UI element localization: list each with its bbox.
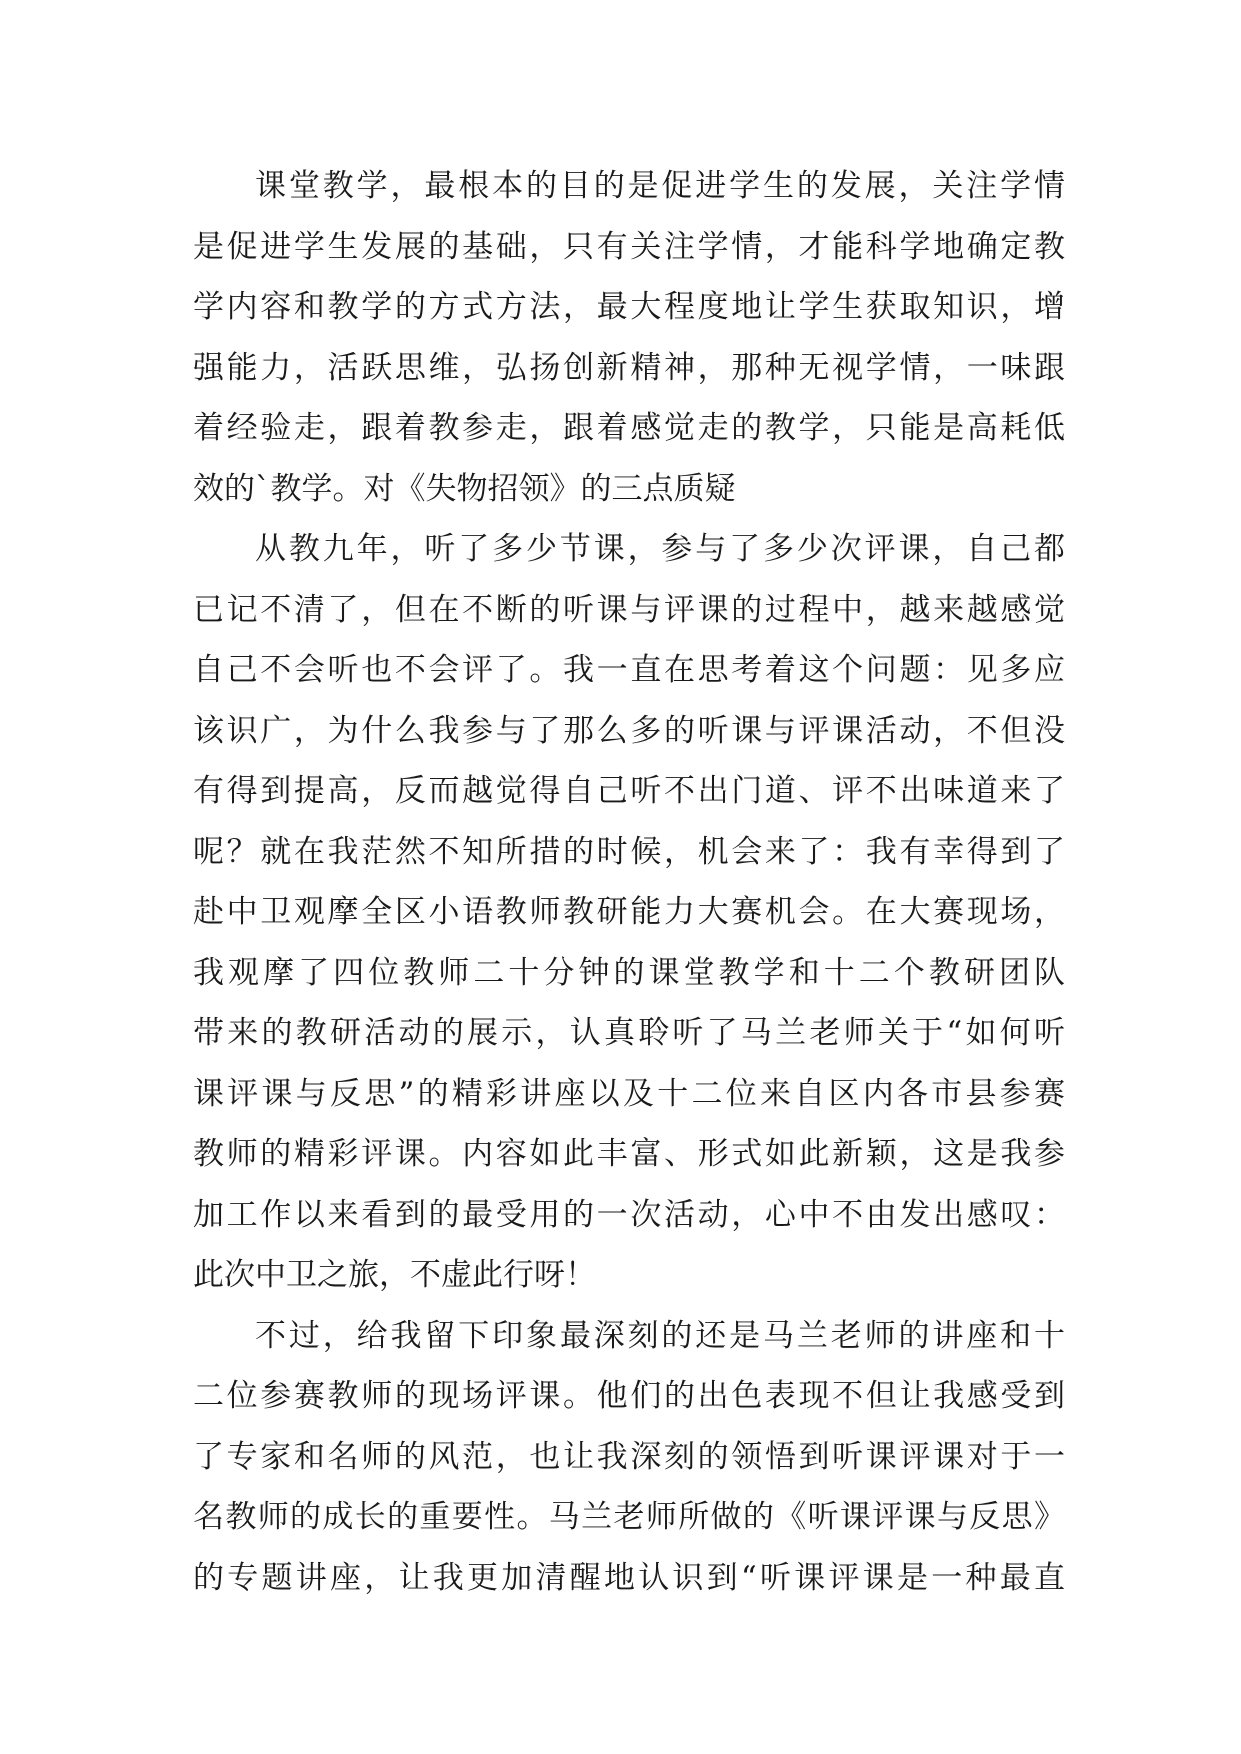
text-line: 着经验走，跟着教参走，跟着感觉走的教学，只能是高耗低 [193, 410, 1065, 446]
text-line: 从教九年，听了多少节课，参与了多少次评课，自己都 [255, 531, 1065, 567]
text-line: 我观摩了四位教师二十分钟的课堂教学和十二个教研团队 [193, 954, 1065, 991]
text-line: 此次中卫之旅，不虚此行呀！ [193, 1257, 596, 1293]
text-line: 学内容和教学的方式方法，最大程度地让学生获取知识，增 [193, 289, 1065, 325]
text-line: 是促进学生发展的基础，只有关注学情，才能科学地确定教 [193, 228, 1065, 265]
text-line: 的专题讲座，让我更加清醒地认识到“听课评课是一种最直 [193, 1559, 1065, 1596]
text-line: 带来的教研活动的展示，认真聆听了马兰老师关于“如何听 [193, 1015, 1065, 1051]
document-body [193, 156, 1065, 1608]
text-line: 有得到提高，反而越觉得自己听不出门道、评不出味道来了 [193, 773, 1065, 809]
text-line: 已记不清了，但在不断的听课与评课的过程中，越来越感觉 [193, 591, 1065, 628]
text-line: 自己不会听也不会评了。我一直在思考着这个问题：见多应 [193, 652, 1065, 688]
text-line: 强能力，活跃思维，弘扬创新精神，那种无视学情，一味跟 [193, 349, 1065, 386]
text-line: 名教师的成长的重要性。马兰老师所做的《听课评课与反思》 [193, 1499, 1065, 1535]
paragraph-2 [193, 519, 1065, 1306]
text-line: 课堂教学，最根本的目的是促进学生的发展，关注学情 [255, 168, 1065, 204]
text-line: 效的`教学。对《失物招领》的三点质疑 [193, 470, 736, 507]
text-line: 赴中卫观摩全区小语教师教研能力大赛机会。在大赛现场， [193, 894, 1065, 930]
text-line: 二位参赛教师的现场评课。他们的出色表现不但让我感受到 [193, 1378, 1065, 1414]
text-line: 教师的精彩评课。内容如此丰富、形式如此新颖，这是我参 [193, 1136, 1065, 1172]
text-line: 该识广，为什么我参与了那么多的听课与评课活动，不但没 [193, 712, 1065, 749]
text-line: 加工作以来看到的最受用的一次活动，心中不由发出感叹： [193, 1196, 1065, 1233]
text-line: 了专家和名师的风范，也让我深刻的领悟到听课评课对于一 [193, 1438, 1065, 1475]
paragraph-3 [193, 1306, 1065, 1609]
text-line: 课评课与反思”的精彩讲座以及十二位来自区内各市县参赛 [193, 1075, 1065, 1112]
text-line: 呢？就在我茫然不知所措的时候，机会来了：我有幸得到了 [193, 833, 1065, 870]
text-line: 不过，给我留下印象最深刻的还是马兰老师的讲座和十 [255, 1317, 1065, 1354]
paragraph-1 [193, 156, 1065, 519]
